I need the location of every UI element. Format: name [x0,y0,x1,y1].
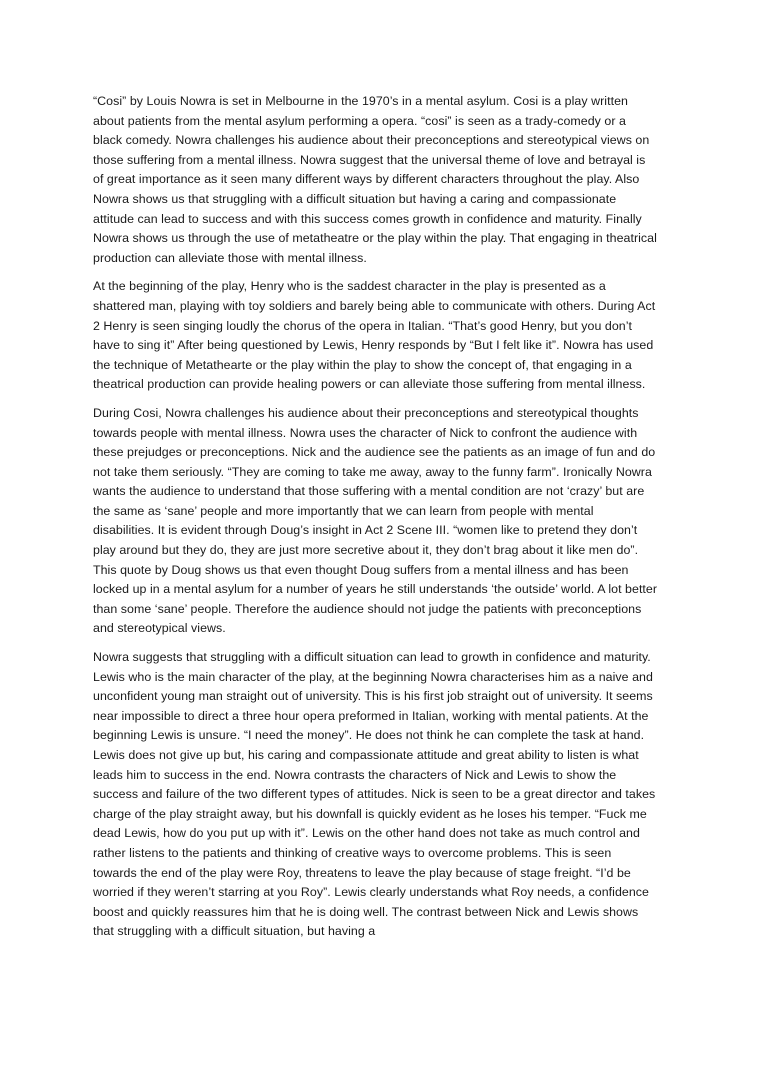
paragraph-preconceptions: During Cosi, Nowra challenges his audience about their preconceptions and stereotypical thoughts towards people with mental illness. Nowra uses the character of Nick to confront the audience with these prejudges or preconceptions. Nick and the audience see the patients as an image of fun and do not take them seriously. “They are coming to take me away, away to the funny farm”. Ironically Nowra wants the audience to understand that those suffering with a mental condition are not ‘crazy’ but are the same as ‘sane’ people and more importantly that we can learn from people with mental disabilities. It is evident through Doug’s insight in Act 2 Scene III. “women like to pretend they don’t play around but they do, they are just more secretive about it, they don’t brag about it like men do”. This quote by Doug shows us that even thought Doug suffers from a mental illness and has been locked up in a mental asylum for a number of years he still understands ‘the outside’ world. A lot better than some ‘sane’ people. Therefore the audience should not judge the patients with preconceptions and stereotypical views. [93,405,658,636]
paragraph-introduction: “Cosi” by Louis Nowra is set in Melbourne in the 1970’s in a mental asylum. Cosi is a play written about patients from the mental asylum performing a opera. “cosi” is seen as a trady-comedy or a black comedy. Nowra challenges his audience about their preconceptions and stereotypical views on those suffering from a mental illness. Nowra suggest that the universal theme of love and betrayal is of great importance as it seen many different ways by different characters throughout the play. Also Nowra shows us that struggling with a difficult situation but having a caring and compassionate attitude can lead to success and with this success comes growth in confidence and maturity. Finally Nowra shows us through the use of metatheatre or the play within the play. That engaging in theatrical production can alleviate those with mental illness. [93,94,657,265]
paragraph-lewis-growth: Nowra suggests that struggling with a difficult situation can lead to growth in confidence and maturity. Lewis who is the main character of the play, at the beginning Nowra characterises him as a naive and unconfident young man straight out of university. This is his first job straight out of university. It seems near impossible to direct a three hour opera preformed in Italian, working with mental patients. At the beginning Lewis is unsure. “I need the money”. He does not think he can complete the task at hand. Lewis does not give up but, his caring and compassionate attitude and great ability to listen is what leads him to success in the end. Nowra contrasts the characters of Nick and Lewis to show the success and failure of the two different types of attitudes. Nick is seen to be a great director and takes charge of the play straight away, but his downfall is quickly evident as he loses his temper. “Fuck me dead Lewis, how do you put up with it”. Lewis on the other hand does not take as much control and rather listens to the patients and thinking of creative ways to overcome problems. This is seen towards the end of the play were Roy, threatens to leave the play because of stage freight. “I’d be worried if they weren’t starring at you Roy”. Lewis clearly understands what Roy needs, a confidence boost and quickly reassures him that he is doing well. The contrast between Nick and Lewis shows that struggling with a difficult situation, but having a [93,650,656,939]
paragraph-henry: At the beginning of the play, Henry who is the saddest character in the play is presented as a shattered man, playing with toy soldiers and barely being able to communicate with others. During Act 2 Henry is seen singing loudly the chorus of the opera in Italian. “That’s good Henry, but you don’t have to sing it” After being questioned by Lewis, Henry responds by “But I felt like it”. Nowra has used the technique of Metathearte or the play within the play to show the concept of, that engaging in a theatrical production can provide healing powers or can alleviate those suffering from mental illness. [93,279,656,392]
